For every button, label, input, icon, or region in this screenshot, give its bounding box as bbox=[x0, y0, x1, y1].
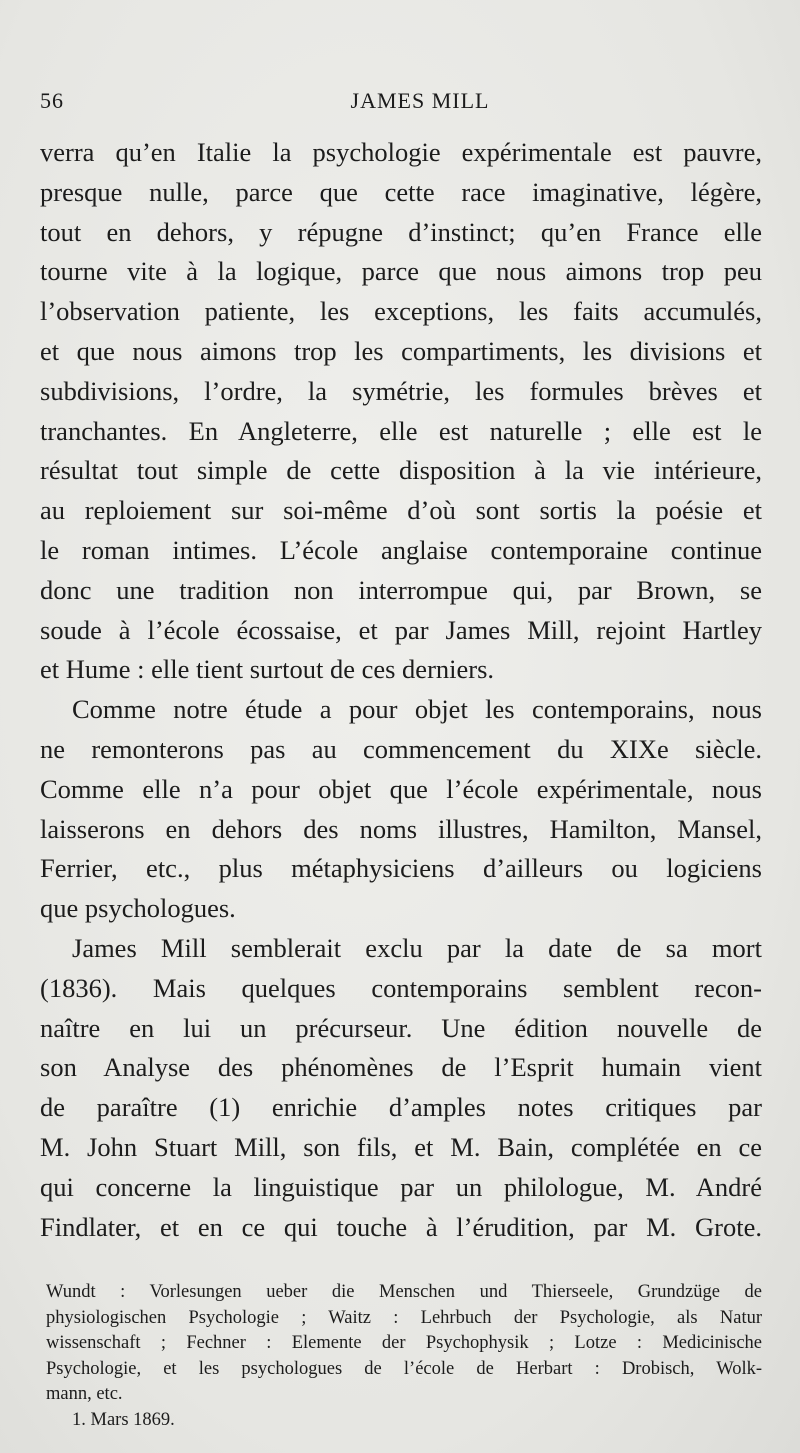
text-line: James Mill semblerait exclu par la date de sa mort bbox=[72, 932, 762, 963]
text-line: ne remonterons pas au commencement du XIXe siècle. bbox=[40, 733, 762, 764]
text-line: que psychologues. bbox=[40, 893, 236, 924]
text-line: le roman intimes. L’école anglaise contemporaine continue bbox=[40, 534, 762, 565]
text-line: tourne vite à la logique, parce que nous aimons trop peu bbox=[40, 256, 762, 287]
text-line: qui concerne la linguistique par un philologue, M. André bbox=[40, 1171, 762, 1202]
running-title: JAMES MILL bbox=[350, 88, 490, 113]
text-line: Ferrier, etc., plus métaphysiciens d’ailleurs ou logiciens bbox=[40, 853, 762, 884]
text-line: donc une tradition non interrompue qui, par Brown, se bbox=[40, 574, 762, 605]
text-line: Comme notre étude a pour objet les contemporains, nous bbox=[72, 694, 762, 725]
text-line: Comme elle n’a pour objet que l’école expérimentale, nous bbox=[40, 773, 762, 804]
text-line: et que nous aimons trop les compartiments, les divisions et bbox=[40, 335, 762, 366]
footnote-line: mann, etc. bbox=[46, 1384, 123, 1405]
text-line: M. John Stuart Mill, son fils, et M. Bain, complétée en ce bbox=[40, 1131, 762, 1162]
text-line: Findlater, et en ce qui touche à l’érudition, par M. Grote. bbox=[40, 1211, 762, 1242]
text-line italic-title-line: son Analyse des phénomènes de l’Esprit humain vient bbox=[40, 1052, 762, 1083]
text-line: subdivisions, l’ordre, la symétrie, les formules brèves et bbox=[40, 375, 762, 406]
footnote-line: wissenschaft ; Fechner : Elemente der Psychophysik ; Lotze : Medicinische bbox=[46, 1333, 762, 1354]
text-line: tout en dehors, y répugne d’instinct; qu’en France elle bbox=[40, 216, 762, 247]
footnotes bbox=[46, 1280, 762, 1434]
footnote-line: physiologischen Psychologie ; Waitz : Lehrbuch der Psychologie, als Natur bbox=[46, 1307, 762, 1328]
text-line: naître en lui un précurseur. Une édition nouvelle de bbox=[40, 1012, 762, 1043]
footnote-line: 1. Mars 1869. bbox=[72, 1409, 175, 1430]
text-line: au reploiement sur soi-même d’où sont sortis la poésie et bbox=[40, 495, 762, 526]
page-number: 56 bbox=[40, 88, 64, 113]
text-line: presque nulle, parce que cette race imaginative, légère, bbox=[40, 176, 762, 207]
text-line: résultat tout simple de cette disposition à la vie intérieure, bbox=[40, 455, 762, 486]
text-line: et Hume : elle tient surtout de ces derniers. bbox=[40, 654, 495, 685]
text-line: soude à l’école écossaise, et par James Mill, rejoint Hartley bbox=[40, 614, 762, 645]
page-header bbox=[40, 88, 760, 118]
text-line: l’observation patiente, les exceptions, les faits accumulés, bbox=[40, 296, 762, 327]
text-line: laisserons en dehors des noms illustres, Hamilton, Mansel, bbox=[40, 813, 762, 844]
text-line: verra qu’en Italie la psychologie expérimentale est pauvre, bbox=[40, 137, 762, 167]
text-line: tranchantes. En Angleterre, elle est naturelle ; elle est le bbox=[40, 415, 762, 446]
footnote-line: Wundt : Vorlesungen ueber die Menschen und Thierseele, Grundzüge de bbox=[46, 1282, 762, 1302]
body-text bbox=[40, 133, 762, 1247]
text-line: (1836). Mais quelques contemporains semblent recon- bbox=[40, 972, 762, 1003]
text-line: de paraître (1) enrichie d’amples notes critiques par bbox=[40, 1092, 762, 1123]
footnote-line: Psychologie, et les psychologues de l’école de Herbart : Drobisch, Wolk- bbox=[46, 1358, 762, 1379]
